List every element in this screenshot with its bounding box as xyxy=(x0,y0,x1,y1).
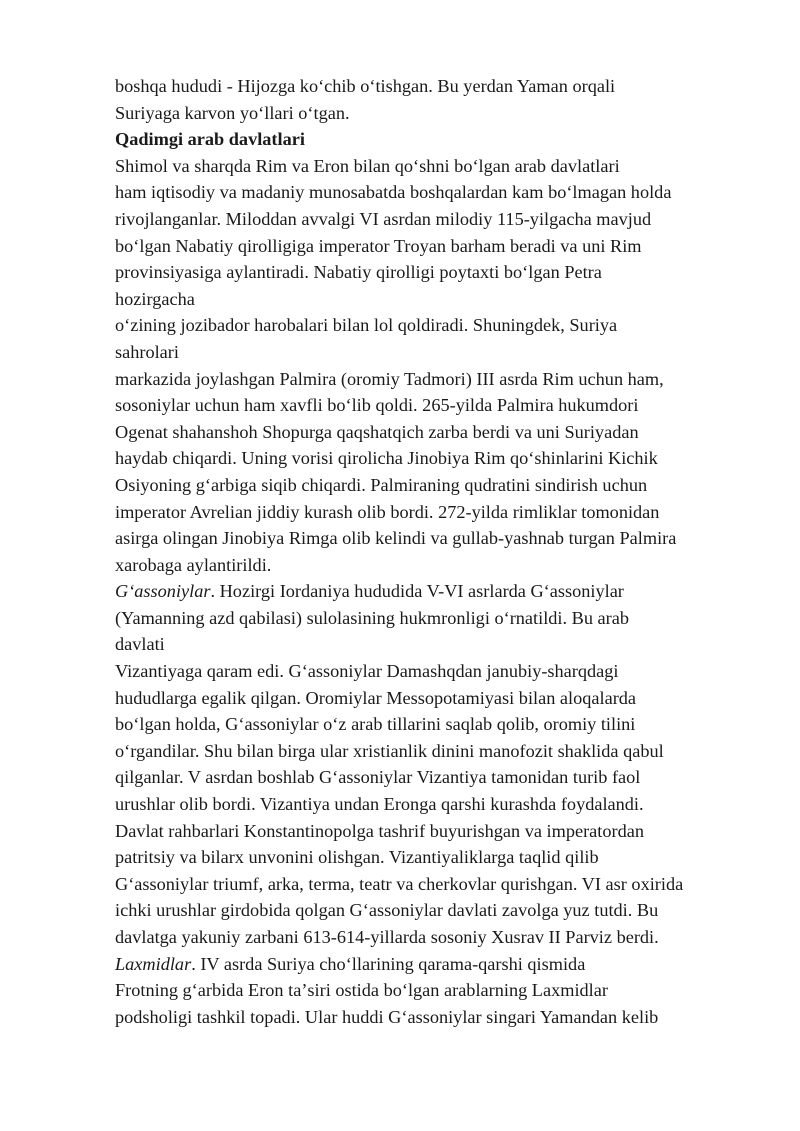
text-line: patritsiy va bilarx unvonini olishgan. Vizantiyaliklarga taqlid qilib xyxy=(115,847,599,868)
text-line: sahrolari xyxy=(115,341,179,362)
text-line: oʻzining jozibador harobalari bilan lol qoldiradi. Shuningdek, Suriya xyxy=(115,315,618,336)
paragraph-lead-rest: . IV asrda Suriya choʻllarining qarama-qarshi qismida xyxy=(191,953,586,974)
text-line: hozirgacha xyxy=(115,288,195,309)
text-line: (Yamanning azd qabilasi) sulolasining hukmronligi oʻrnatildi. Bu arab xyxy=(115,607,629,628)
text-line: imperator Avrelian jiddiy kurash olib bordi. 272-yilda rimliklar tomonidan xyxy=(115,501,660,522)
text-line: Gʻassoniylar triumf, arka, terma, teatr va cherkovlar qurishgan. VI asr oxirida xyxy=(115,873,684,894)
text-line: hududlarga egalik qilgan. Oromiylar Messopotamiyasi bilan aloqalarda xyxy=(115,687,637,708)
text-line: boshqa hududi - Hijozga koʻchib oʻtishgan. Bu yerdan Yaman orqali xyxy=(115,76,616,96)
text-line: Ogenat shahanshoh Shopurga qaqshatqich zarba berdi va uni Suriyadan xyxy=(115,421,639,442)
paragraph-lead-term: Laxmidlar xyxy=(115,953,192,974)
paragraph-lead-rest: . Hozirgi Iordaniya hududida V-VI asrlarda Gʻassoniylar xyxy=(210,581,624,602)
text-line: qilganlar. V asrdan boshlab Gʻassoniylar Vizantiya tamonidan turib faol xyxy=(115,767,641,788)
text-line: asirga olingan Jinobiya Rimga olib kelindi va gullab-yashnab turgan Palmira xyxy=(115,528,677,549)
text-line: Vizantiyaga qaram edi. Gʻassoniylar Damashqdan janubiy-sharqdagi xyxy=(115,661,619,682)
text-line: davlatga yakuniy zarbani 613-614-yillarda sosoniy Xusrav II Parviz berdi. xyxy=(115,927,659,947)
text-line: urushlar olib bordi. Vizantiya undan Eronga qarshi kurashda foydalandi. xyxy=(115,794,644,815)
text-line: xarobaga aylantirildi. xyxy=(115,554,272,575)
text-line xyxy=(115,578,765,605)
text-line: sosoniylar uchun ham xavfli boʻlib qoldi. 265-yilda Palmira hukumdori xyxy=(115,395,639,416)
document-page xyxy=(115,73,765,1030)
text-line: markazida joylashgan Palmira (oromiy Tadmori) III asrda Rim uchun ham, xyxy=(115,368,664,389)
text-line: haydab chiqardi. Uning vorisi qirolicha Jinobiya Rim qoʻshinlarini Kichik xyxy=(115,448,658,469)
text-line: rivojlanganlar. Miloddan avvalgi VI asrdan milodiy 115-yilgacha mavjud xyxy=(115,208,652,229)
text-line: Davlat rahbarlari Konstantinopolga tashrif buyurishgan va imperatordan xyxy=(115,820,644,841)
text-line: Osiyoning gʻarbiga siqib chiqardi. Palmiraning qudratini sindirish uchun xyxy=(115,474,648,495)
text-line: podsholigi tashkil topadi. Ular huddi Gʻassoniylar singari Yamandan kelib xyxy=(115,1006,659,1027)
text-line: Suriyaga karvon yoʻllari oʻtgan. xyxy=(115,102,350,123)
text-line: ham iqtisodiy va madaniy munosabatda boshqalardan kam boʻlmagan holda xyxy=(115,182,672,203)
text-line: oʻrgandilar. Shu bilan birga ular xristianlik dinini manofozit shaklida qabul xyxy=(115,740,664,761)
section-heading: Qadimgi arab davlatlari xyxy=(115,129,305,150)
text-line: boʻlgan Nabatiy qirolligiga imperator Troyan barham beradi va uni Rim xyxy=(115,235,642,256)
paragraph-lead-term: Gʻassoniylar xyxy=(115,581,211,602)
text-line: Shimol va sharqda Rim va Eron bilan qoʻshni boʻlgan arab davlatlari xyxy=(115,155,620,176)
text-line: Frotning gʻarbida Eron taʼsiri ostida boʻlgan arablarning Laxmidlar xyxy=(115,980,608,1001)
text-line: ichki urushlar girdobida qolgan Gʻassoniylar davlati zavolga yuz tutdi. Bu xyxy=(115,900,659,921)
text-line xyxy=(115,951,765,978)
text-line: boʻlgan holda, Gʻassoniylar oʻz arab tillarini saqlab qolib, oromiy tilini xyxy=(115,714,636,735)
text-line: davlati xyxy=(115,634,165,655)
text-line: provinsiyasiga aylantiradi. Nabatiy qirolligi poytaxti boʻlgan Petra xyxy=(115,262,602,283)
